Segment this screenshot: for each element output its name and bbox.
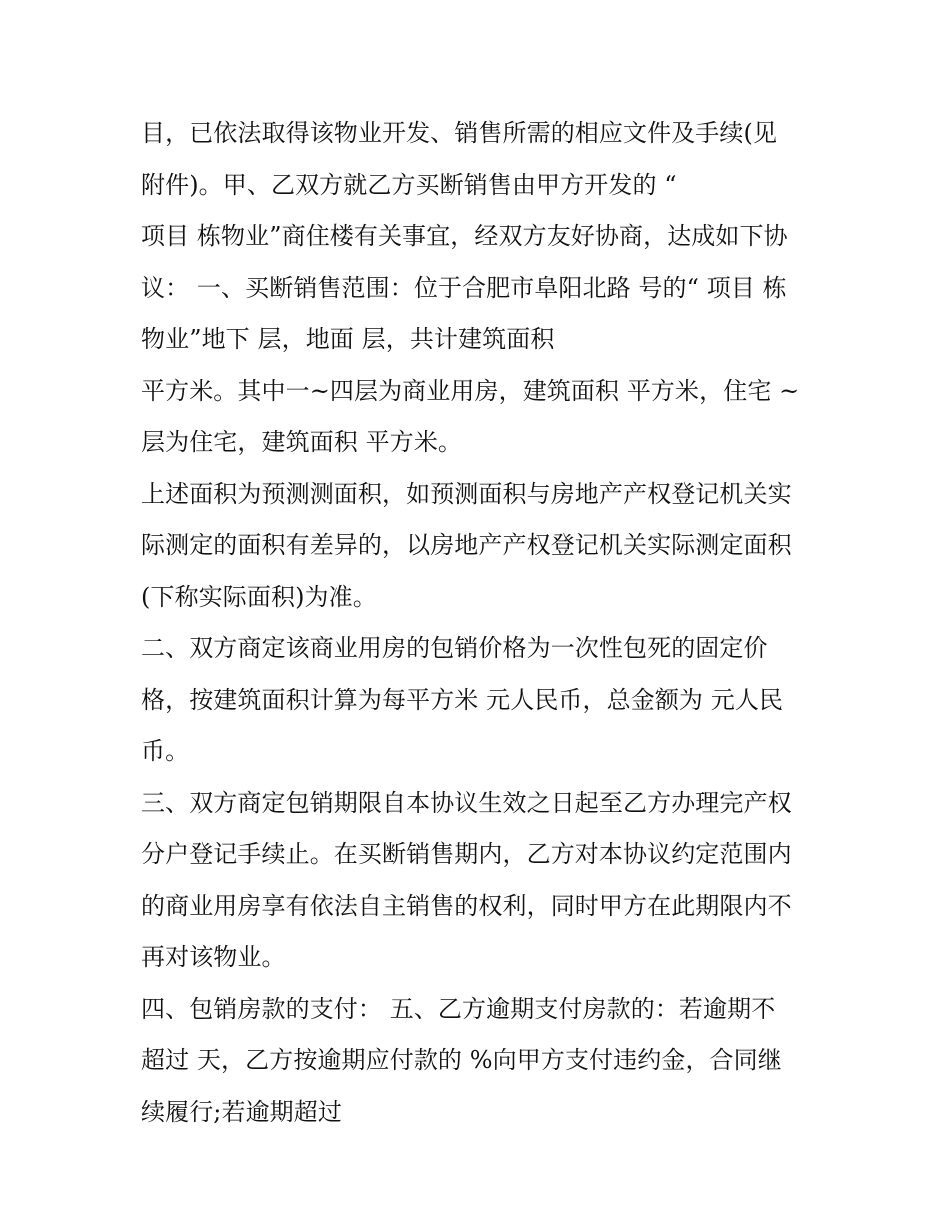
text-line: 项目 栋物业”商住楼有关事宜，经双方友好协商，达成如下协 <box>141 222 788 250</box>
text-line: 物业”地下 层，地面 层，共计建筑面积 <box>141 325 555 353</box>
text-line: 分户登记手续止。在买断销售期内，乙方对本协议约定范围内 <box>141 840 792 868</box>
text-line: (下称实际面积)为准。 <box>141 582 377 611</box>
text-line: 层为住宅，建筑面积 平方米。 <box>141 428 463 456</box>
text-line: 上述面积为预测测面积，如预测面积与房地产产权登记机关实 <box>141 479 792 508</box>
text-line: 的商业用房享有依法自主销售的权利，同时甲方在此期限内不 <box>141 891 792 920</box>
text-line: 二、双方商定该商业用房的包销价格为一次性包死的固定价 <box>141 634 768 662</box>
text-line: 币。 <box>141 737 190 765</box>
text-line: 四、包销房款的支付： 五、乙方逾期支付房款的：若逾期不 <box>141 994 776 1023</box>
contract-body-text <box>141 108 841 1138</box>
text-line: 议： 一、买断销售范围：位于合肥市阜阳北路 号的“ 项目 栋 <box>141 273 787 302</box>
text-line: 超过 天，乙方按逾期应付款的 %向甲方支付违约金，合同继 <box>141 1046 782 1074</box>
text-line: 目，已依法取得该物业开发、销售所需的相应文件及手续(见 <box>141 119 778 147</box>
text-line: 格，按建筑面积计算为每平方米 元人民币，总金额为 元人民 <box>141 685 784 714</box>
text-line: 三、双方商定包销期限自本协议生效之日起至乙方办理完产权 <box>141 788 792 817</box>
text-line: 平方米。其中一~四层为商业用房，建筑面积 平方米，住宅 ~ <box>141 376 800 405</box>
text-line: 再对该物业。 <box>141 943 286 971</box>
text-line: 际测定的面积有差异的，以房地产产权登记机关实际测定面积 <box>141 531 792 559</box>
text-line: 附件)。甲、乙双方就乙方买断销售由甲方开发的 “ <box>141 170 677 199</box>
text-line: 续履行;若逾期超过 <box>141 1097 342 1126</box>
